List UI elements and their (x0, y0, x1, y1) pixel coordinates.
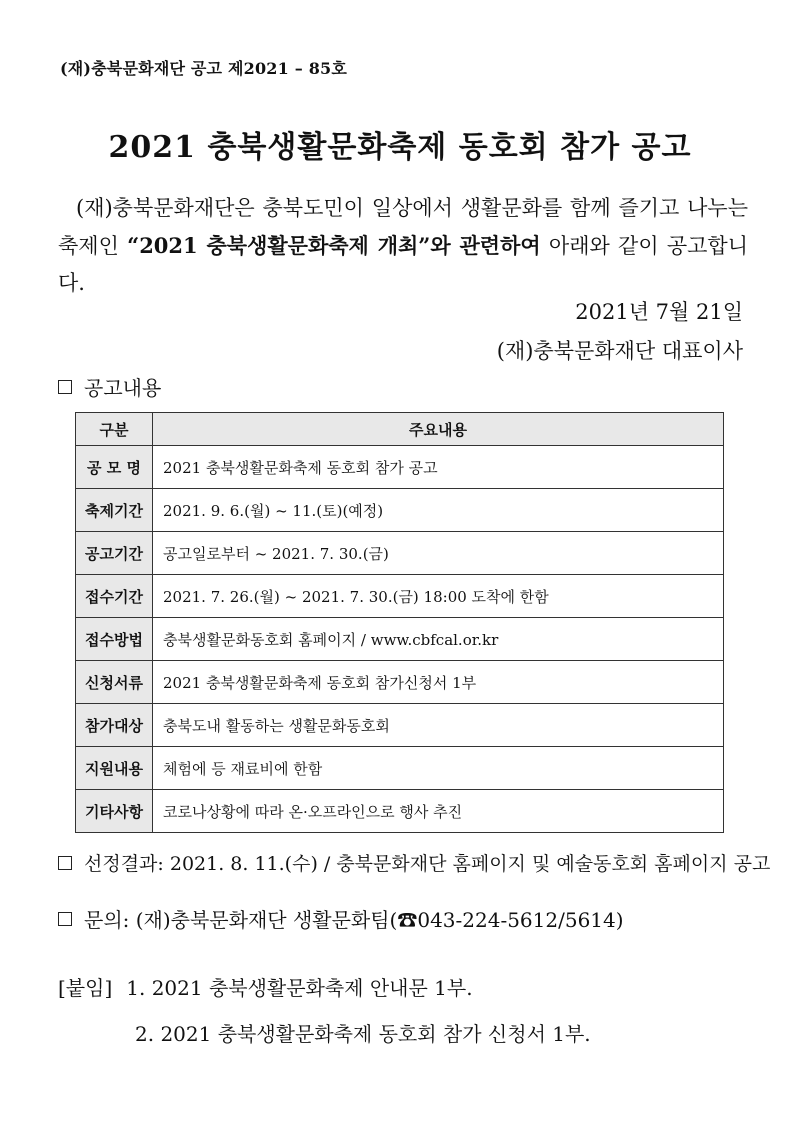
row-label: 신청서류 (76, 661, 153, 704)
attachment-item (135, 1018, 591, 1047)
row-value: 체험에 등 재료비에 한함 (153, 747, 724, 790)
issuer-name: (재)충북문화재단 대표이사 (496, 339, 743, 363)
checkbox-square-icon (58, 380, 72, 394)
notice-date: 2021년 7월 21일 (575, 300, 743, 324)
row-value: 2021. 9. 6.(월) ~ 11.(토)(예정) (153, 489, 724, 532)
checkbox-square-icon (58, 912, 72, 926)
table-row (76, 790, 724, 833)
row-label: 접수기간 (76, 575, 153, 618)
checkbox-square-icon (58, 856, 72, 870)
row-label: 참가대상 (76, 704, 153, 747)
table-row (76, 446, 724, 489)
table-row (76, 575, 724, 618)
notice-number: (재)충북문화재단 공고 제2021 – 85호 (60, 59, 348, 78)
section-result (58, 849, 770, 876)
row-label: 기타사항 (76, 790, 153, 833)
row-value: 코로나상황에 따라 온·오프라인으로 행사 추진 (153, 790, 724, 833)
result-text: 선정결과: 2021. 8. 11.(수) / 충북문화재단 홈페이지 및 예술동호회 홈페이지 공고 (84, 853, 771, 875)
intro-text-bold: “2021 충북생활문화축제 개최”와 관련하여 (127, 233, 541, 258)
row-value: 충북도내 활동하는 생활문화동호회 (153, 704, 724, 747)
notice-info-table (75, 412, 724, 833)
row-label: 축제기간 (76, 489, 153, 532)
table-header-row (76, 413, 724, 446)
intro-text-1: (재)충북문화재단은 충북도민이 일상에서 생활문화를 함께 즐기고 나누는 축제인 (58, 196, 748, 258)
attachment-tag: [붙임] (58, 976, 113, 1000)
row-label: 접수방법 (76, 618, 153, 661)
row-label: 지원내용 (76, 747, 153, 790)
page-title: 2021 충북생활문화축제 동호회 참가 공고 (108, 130, 692, 165)
row-value: 2021 충북생활문화축제 동호회 참가신청서 1부 (153, 661, 724, 704)
column-header-content: 주요내용 (153, 413, 724, 446)
section-contact (58, 904, 624, 933)
attachment-text: 1. 2021 충북생활문화축제 안내문 1부. (126, 976, 473, 1000)
section-content-label: 공고내용 (84, 376, 162, 400)
table-row (76, 704, 724, 747)
table-row (76, 532, 724, 575)
row-value: 2021 충북생활문화축제 동호회 참가 공고 (153, 446, 724, 489)
row-value: 충북생활문화동호회 홈페이지 / www.cbfcal.or.kr (153, 618, 724, 661)
row-label: 공고기간 (76, 532, 153, 575)
row-label: 공 모 명 (76, 446, 153, 489)
attachment-item (58, 972, 473, 1001)
table-row (76, 747, 724, 790)
table-row (76, 661, 724, 704)
section-content-heading (58, 372, 161, 401)
column-header-category: 구분 (76, 413, 153, 446)
table-row (76, 489, 724, 532)
intro-text-2: 아래와 같이 공고합니다. (58, 234, 748, 295)
row-value: 공고일로부터 ~ 2021. 7. 30.(금) (153, 532, 724, 575)
contact-text: 문의: (재)충북문화재단 생활문화팀(☎043-224-5612/5614) (84, 908, 624, 932)
table-row (76, 618, 724, 661)
attachment-text: 2. 2021 충북생활문화축제 동호회 참가 신청서 1부. (135, 1022, 591, 1046)
intro-paragraph (58, 190, 748, 302)
row-value: 2021. 7. 26.(월) ~ 2021. 7. 30.(금) 18:00 도착에 한함 (153, 575, 724, 618)
